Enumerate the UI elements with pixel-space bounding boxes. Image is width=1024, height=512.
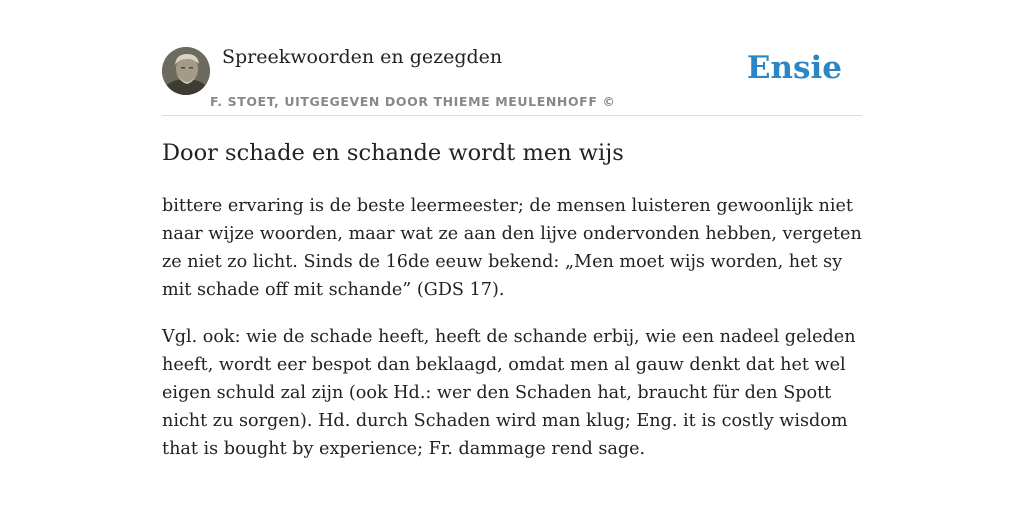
book-title[interactable]: Spreekwoorden en gezegden: [222, 46, 503, 68]
ensie-logo[interactable]: Ensie: [746, 50, 842, 86]
entry-headword: Door schade en schande wordt men wijs: [162, 140, 624, 166]
entry-header: [162, 0, 862, 116]
entry-paragraph: Vgl. ook: wie de schade heeft, heeft de schande erbij, wie een nadeel geleden heeft, wordt eer bespot dan beklaagd, omdat men al gauw denkt dat het wel eigen schuld zal zijn (ook Hd.: wer den Schaden hat, braucht für den Spott nicht zu sorgen). Hd. durch Schaden wird man klug; Eng. it is costly wisdom that is bought by experience; Fr. dammage rend sage.: [162, 327, 856, 459]
author-portrait-icon: [162, 47, 210, 95]
entry-card: [162, 0, 862, 512]
entry-paragraph: bittere ervaring is de beste leermeester; de mensen luisteren gewoonlijk niet naar wijze woorden, maar wat ze aan den lijve ondervonden hebben, vergeten ze niet zo licht. Sinds de 16de eeuw bekend: „Men moet wijs worden, het sy mit schade off mit schande” (GDS 17).: [162, 196, 862, 300]
publisher-credit: F. STOET, UITGEGEVEN DOOR THIEME MEULENHOFF ©: [210, 94, 616, 109]
